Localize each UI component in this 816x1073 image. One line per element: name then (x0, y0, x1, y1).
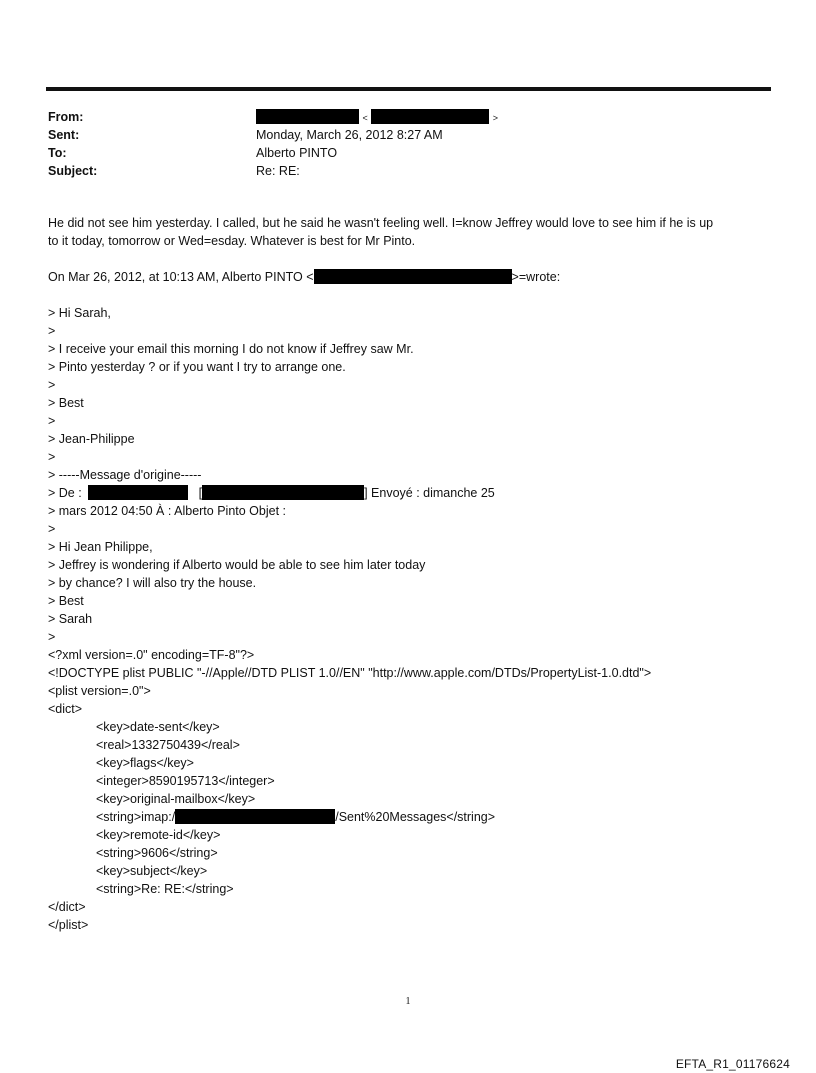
quoted-line: > Pinto yesterday ? or if you want I try to arrange one. (48, 360, 346, 374)
quoted-line: > (48, 324, 56, 338)
redaction-block (371, 109, 489, 124)
quote-intro (48, 268, 778, 286)
from-open-bracket: < (362, 113, 368, 123)
imap-suffix: /Sent%20Messages</string> (335, 810, 496, 824)
quote-intro-text: On Mar 26, 2012, at 10:13 AM, Alberto PINTO < (48, 270, 314, 284)
page-number: 1 (405, 996, 411, 1007)
quote-intro-tail: >=wrote: (511, 270, 561, 284)
de-line (48, 484, 778, 502)
quoted-line: > by chance? I will also try the house. (48, 576, 257, 590)
xml-line: <dict> (48, 702, 83, 716)
subject-value: Re: RE: (256, 164, 300, 178)
redaction-block (88, 485, 188, 500)
quoted-line: > (48, 522, 56, 536)
xml-line: <string>Re: RE:</string> (96, 882, 234, 896)
sent-value: Monday, March 26, 2012 8:27 AM (256, 128, 443, 142)
blank-line (48, 250, 778, 268)
to-label: To: (48, 146, 67, 160)
quoted-line: > I receive your email this morning I do not know if Jeffrey saw Mr. (48, 342, 414, 356)
quoted-line: > Sarah (48, 612, 93, 626)
imap-prefix: <string>imap:/ (96, 810, 176, 824)
document-id-stamp: EFTA_R1_01176624 (675, 1057, 790, 1071)
xml-line: <?xml version=.0" encoding=TF-8"?> (48, 648, 255, 662)
quoted-line: > Hi Sarah, (48, 306, 111, 320)
redaction-block (202, 485, 364, 500)
quoted-line: > (48, 630, 56, 644)
xml-line: <key>remote-id</key> (96, 828, 221, 842)
quoted-line: > Best (48, 396, 84, 410)
quoted-line: > (48, 378, 56, 392)
xml-line: <!DOCTYPE plist PUBLIC "-//Apple//DTD PLIST 1.0//EN" "http://www.apple.com/DTDs/PropertyList-1.0.dtd"> (48, 666, 652, 680)
redaction-block (314, 269, 512, 284)
quoted-line: > mars 2012 04:50 À : Alberto Pinto Objet : (48, 504, 286, 518)
redaction-block (175, 809, 335, 824)
de-prefix: > De : (48, 486, 82, 500)
from-value (256, 108, 498, 127)
quoted-line: > Hi Jean Philippe, (48, 540, 153, 554)
de-bracket: [ (198, 486, 203, 500)
xml-line: <real>1332750439</real> (96, 738, 240, 752)
xml-line: <key>original-mailbox</key> (96, 792, 256, 806)
subject-label: Subject: (48, 164, 98, 178)
xml-line: <integer>8590195713</integer> (96, 774, 275, 788)
xml-line: <string>9606</string> (96, 846, 218, 860)
blank-line (48, 286, 778, 304)
from-label: From: (48, 110, 84, 124)
xml-line: <key>subject</key> (96, 864, 208, 878)
quoted-line: > Jeffrey is wondering if Alberto would be able to see him later today (48, 558, 426, 572)
de-after: ] Envoyé : dimanche 25 (364, 486, 495, 500)
body-line: He did not see him yesterday. I called, but he said he wasn't feeling well. I=know Jeffrey would love to see him if he is up (48, 216, 714, 230)
xml-line: <key>flags</key> (96, 756, 194, 770)
quoted-line: > (48, 450, 56, 464)
imap-line (48, 808, 778, 826)
quoted-line: > Best (48, 594, 84, 608)
xml-line: <plist version=.0"> (48, 684, 151, 698)
from-close-bracket: > (492, 113, 498, 123)
sent-label: Sent: (48, 128, 80, 142)
redaction-block (256, 109, 359, 124)
xml-line: <key>date-sent</key> (96, 720, 220, 734)
body-line: to it today, tomorrow or Wed=esday. Whatever is best for Mr Pinto. (48, 234, 416, 248)
quoted-line: > -----Message d'origine----- (48, 468, 202, 482)
to-value: Alberto PINTO (256, 146, 338, 160)
header-rule (46, 87, 771, 91)
quoted-line: > Jean-Philippe (48, 432, 135, 446)
email-body (48, 214, 778, 934)
xml-line: </plist> (48, 918, 89, 932)
xml-line: </dict> (48, 900, 86, 914)
quoted-line: > (48, 414, 56, 428)
